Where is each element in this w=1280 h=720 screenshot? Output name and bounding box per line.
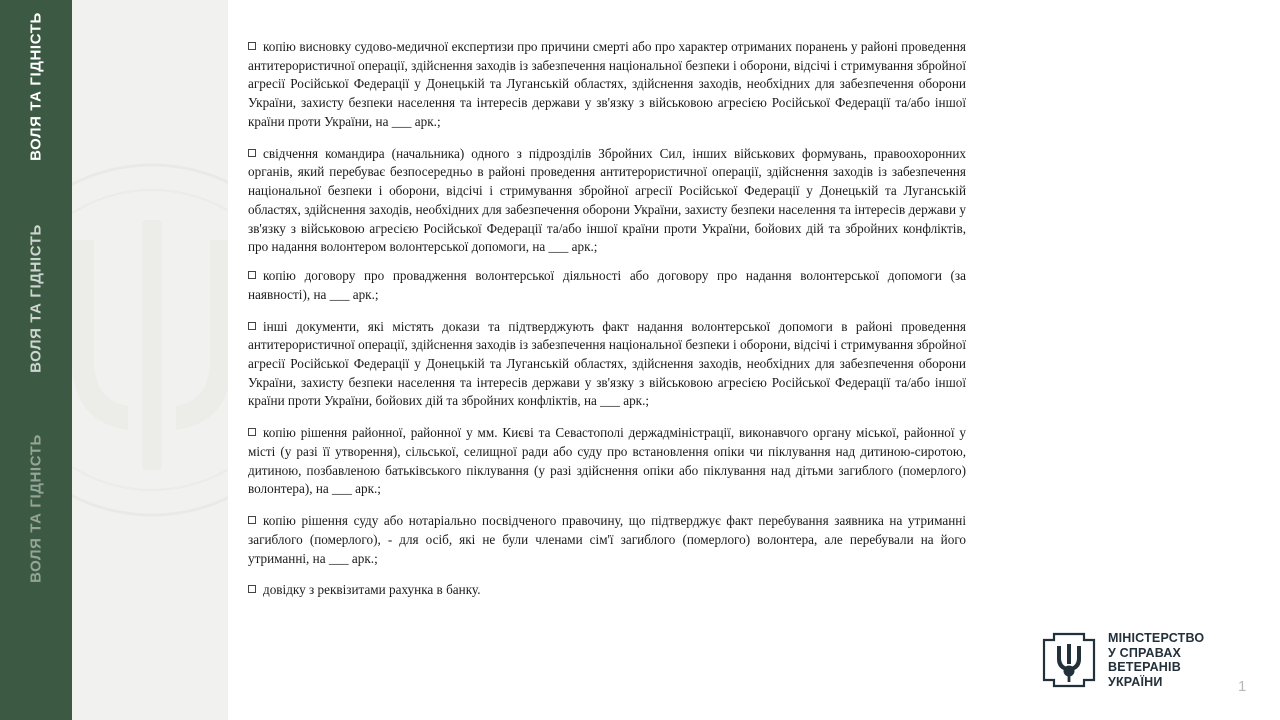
trident-watermark-icon	[72, 150, 228, 530]
ministry-logo-line-2: У СПРАВАХ	[1108, 645, 1182, 660]
list-item	[248, 38, 966, 132]
ministry-logo-line-4: УКРАЇНИ	[1108, 674, 1163, 689]
document-body	[248, 38, 966, 613]
ministry-logo	[1040, 630, 1204, 690]
ministry-logo-line-3: ВЕТЕРАНІВ	[1108, 660, 1181, 674]
ministry-logo-text	[1108, 631, 1204, 689]
square-bullet-icon	[248, 149, 256, 157]
sidebar-brand-text-3: ВОЛЯ ТА ГІДНІСТЬ	[27, 434, 45, 583]
ministry-emblem-icon	[1040, 630, 1098, 690]
square-bullet-icon	[248, 322, 256, 330]
list-item-text: інші документи, які містять докази та підтверджують факт надання волонтерської допомоги в районі проведення антитерористичної операції, здійснення заходів із забезпечення національної безпеки і оборони, відсічі і стримування збройної агресії Російської Федерації у Донецькій та Луганській областях, здійснення заходів, необхідних для забезпечення оборони України, захисту безпеки населення та інтересів держави у зв'язку з військовою агресією Російської Федерації та/або іншої країни проти України, бойових дій та збройних конфліктів, на ___ арк.;	[248, 318, 966, 409]
list-item-text: довідку з реквізитами рахунка в банку.	[263, 582, 481, 598]
page-number: 1	[1238, 678, 1247, 695]
square-bullet-icon	[248, 428, 256, 436]
square-bullet-icon	[248, 516, 256, 524]
list-item	[248, 267, 966, 304]
list-item-text: копію рішення районної, районної у мм. Києві та Севастополі держадміністрації, виконавчого органу міської, районної у місті (у разі її утворення), сільської, селищної ради або суду про встановлення опіки чи піклування над дитиною-сиротою, дитиною, позбавленою батьківського піклування (у разі здійснення опіки або піклування над дітьми загиблого (померлого) волонтера), на ___ арк.;	[248, 425, 966, 497]
list-item	[248, 581, 966, 600]
sidebar-brand-text-2: ВОЛЯ ТА ГІДНІСТЬ	[27, 224, 45, 373]
sidebar-brand-text-1: ВОЛЯ ТА ГІДНІСТЬ	[27, 12, 45, 161]
list-item-text: копію висновку судово-медичної експертизи про причини смерті або про характер отриманих поранень у районі проведення антитерористичної операції, здійснення заходів із забезпечення національної безпеки і оборони, відсічі і стримування збройної агресії Російської Федерації у Донецькій та Луганській областях, здійснення заходів, необхідних для забезпечення оборони України, захисту безпеки населення та інтересів держави у зв'язку з військовою агресією Російської Федерації та/або іншої країни проти України, на ___ арк.;	[248, 39, 966, 129]
square-bullet-icon	[248, 271, 256, 279]
list-item	[248, 424, 966, 499]
square-bullet-icon	[248, 42, 256, 50]
list-item-text: копію рішення суду або нотаріально посвідченого правочину, що підтверджує факт перебування заявника на утриманні загиблого (померлого), - для осіб, які не були членами сім'ї загиблого (померлого) волонтера, але перебували на його утриманні, на ___ арк.;	[248, 513, 966, 566]
ministry-logo-line-1: МІНІСТЕРСТВО	[1108, 631, 1205, 645]
list-item-text: свідчення командира (начальника) одного з підрозділів Збройних Сил, інших військових формувань, правоохоронних органів, який перебуває безпосередньо в районі проведення антитерористичної операції, здійснення заходів із забезпечення національної безпеки і оборони, відсічі і стримування збройної агресії Російської Федерації у Донецькій та Луганській областях, здійснення заходів, необхідних для забезпечення оборони України, захисту безпеки населення та інтересів держави у зв'язку з військовою агресією Російської Федерації та/або іншої країни проти України, бойових дій та збройних конфліктів, про надання волонтером волонтерської допомоги, на ___ арк.;	[248, 145, 966, 255]
watermark-panel	[72, 0, 228, 720]
list-item-text: копію договору про провадження волонтерської діяльності або договору про надання волонтерської допомоги (за наявності), на ___ арк.;	[248, 268, 966, 302]
list-item	[248, 145, 966, 257]
list-item	[248, 318, 966, 412]
square-bullet-icon	[248, 585, 256, 593]
sidebar-brand-bar	[0, 0, 72, 720]
list-item	[248, 512, 966, 568]
